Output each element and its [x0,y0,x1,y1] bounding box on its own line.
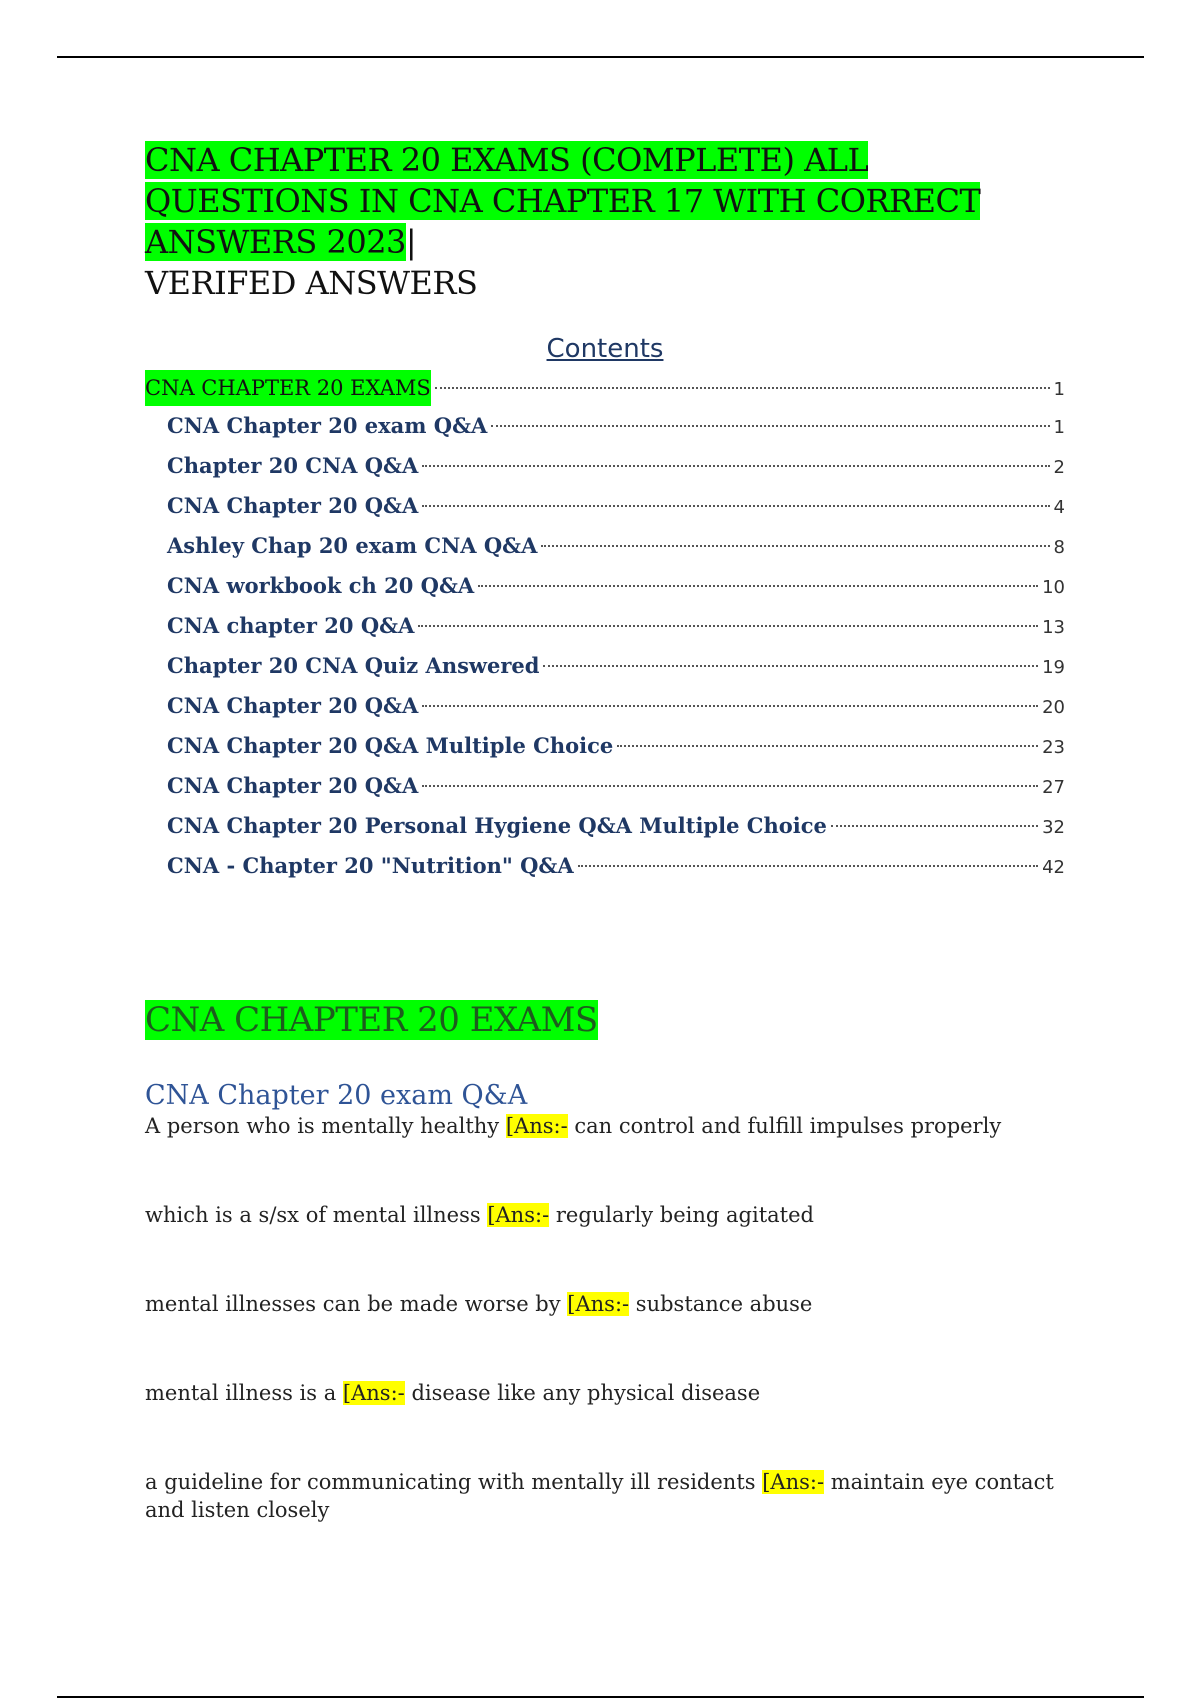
toc-entry-label[interactable]: CNA CHAPTER 20 EXAMS [145,370,431,406]
qa-item [145,1201,1065,1229]
toc-leader [831,825,1038,827]
document-page [145,140,1065,1524]
toc-entry[interactable] [145,726,1065,766]
toc-entry-label[interactable]: Chapter 20 CNA Quiz Answered [167,653,540,678]
section-title-text: CNA CHAPTER 20 EXAMS [145,1000,598,1040]
qa-answer: substance abuse [629,1292,813,1316]
toc-entry[interactable] [145,566,1065,606]
toc-leader [541,545,1049,547]
toc-entry[interactable] [145,486,1065,526]
toc-leader [543,665,1038,667]
toc-entry[interactable] [145,766,1065,806]
toc-leader [422,785,1038,787]
toc-entry[interactable] [145,686,1065,726]
toc-entry-label[interactable]: CNA Chapter 20 Q&A [167,493,419,518]
toc-entry[interactable] [145,526,1065,566]
toc-entry[interactable] [145,370,1065,406]
toc-leader [422,465,1049,467]
title-highlighted: CNA CHAPTER 20 EXAMS (COMPLETE) ALL QUESTIONS IN CNA CHAPTER 17 WITH CORRECT ANSWERS 2023 [145,141,981,261]
toc-entry-page[interactable]: 42 [1042,857,1065,878]
qa-answer: regularly being agitated [549,1203,814,1227]
toc-heading: Contents [546,334,664,364]
toc-entry-page[interactable]: 23 [1042,737,1065,758]
qa-item [145,1290,1065,1318]
toc-entry[interactable] [145,646,1065,686]
document-title [145,140,1065,304]
toc-entry-page[interactable]: 10 [1042,577,1065,598]
top-rule [57,56,1144,58]
subsection-title: CNA Chapter 20 exam Q&A [145,1080,528,1111]
toc-entry-label[interactable]: Ashley Chap 20 exam CNA Q&A [167,533,538,558]
qa-item [145,1112,1065,1140]
qa-question: mental illness is a [145,1381,343,1405]
toc-entry-label[interactable]: Chapter 20 CNA Q&A [167,453,419,478]
qa-question: mental illnesses can be made worse by [145,1292,568,1316]
toc-leader [491,425,1049,427]
qa-question: which is a s/sx of mental illness [145,1203,488,1227]
toc-leader [617,745,1038,747]
answer-tag: [Ans:- [567,1292,630,1316]
qa-answer: maintain eye contact and listen closely [145,1470,1054,1522]
toc-leader [435,387,1050,389]
toc-entry-label[interactable]: CNA Chapter 20 Q&A Multiple Choice [167,733,614,758]
toc-entry[interactable] [145,446,1065,486]
toc-entry[interactable] [145,606,1065,646]
qa-item [145,1379,1065,1407]
toc-entry-page[interactable]: 32 [1042,817,1065,838]
toc-entry-page[interactable]: 2 [1053,457,1065,478]
toc-entry[interactable] [145,806,1065,846]
toc-leader [422,505,1049,507]
toc-entry-page[interactable]: 20 [1042,697,1065,718]
answer-tag: [Ans:- [505,1114,568,1138]
toc-entry-page[interactable]: 13 [1042,617,1065,638]
toc-entry-page[interactable]: 27 [1042,777,1065,798]
toc-entry-page[interactable]: 19 [1042,657,1065,678]
toc-entry-label[interactable]: CNA Chapter 20 Personal Hygiene Q&A Multiple Choice [167,813,827,838]
toc-entry[interactable] [145,846,1065,886]
toc-entry[interactable] [145,406,1065,446]
toc-leader [422,705,1038,707]
toc-leader [418,625,1038,627]
toc-leader [578,865,1038,867]
toc-entry-label[interactable]: CNA workbook ch 20 Q&A [167,573,475,598]
answer-tag: [Ans:- [342,1381,405,1405]
toc-leader [478,585,1038,587]
qa-answer: can control and fulfill impulses properly [567,1114,1002,1138]
toc-entry-page[interactable]: 8 [1053,537,1065,558]
qa-question: a guideline for communicating with mentally ill residents [145,1470,763,1494]
qa-question: A person who is mentally healthy [145,1114,506,1138]
answer-tag: [Ans:- [487,1203,550,1227]
bottom-rule [57,1696,1144,1698]
toc-entry-label[interactable]: CNA Chapter 20 Q&A [167,693,419,718]
toc-entry-page[interactable]: 4 [1053,497,1065,518]
toc-entry-page[interactable]: 1 [1053,417,1065,438]
section-title [145,1000,1065,1040]
table-of-contents [145,370,1065,886]
qa-answer: disease like any physical disease [404,1381,761,1405]
qa-item [145,1468,1065,1524]
answer-tag: [Ans:- [762,1470,825,1494]
toc-entry-label[interactable]: CNA chapter 20 Q&A [167,613,415,638]
toc-entry-label[interactable]: CNA - Chapter 20 "Nutrition" Q&A [167,853,574,878]
title-separator: | [405,223,417,261]
title-rest: VERIFED ANSWERS [145,264,478,302]
toc-entry-page[interactable]: 1 [1053,379,1065,400]
toc-entry-label[interactable]: CNA Chapter 20 Q&A [167,773,419,798]
toc-entry-label[interactable]: CNA Chapter 20 exam Q&A [167,413,488,438]
